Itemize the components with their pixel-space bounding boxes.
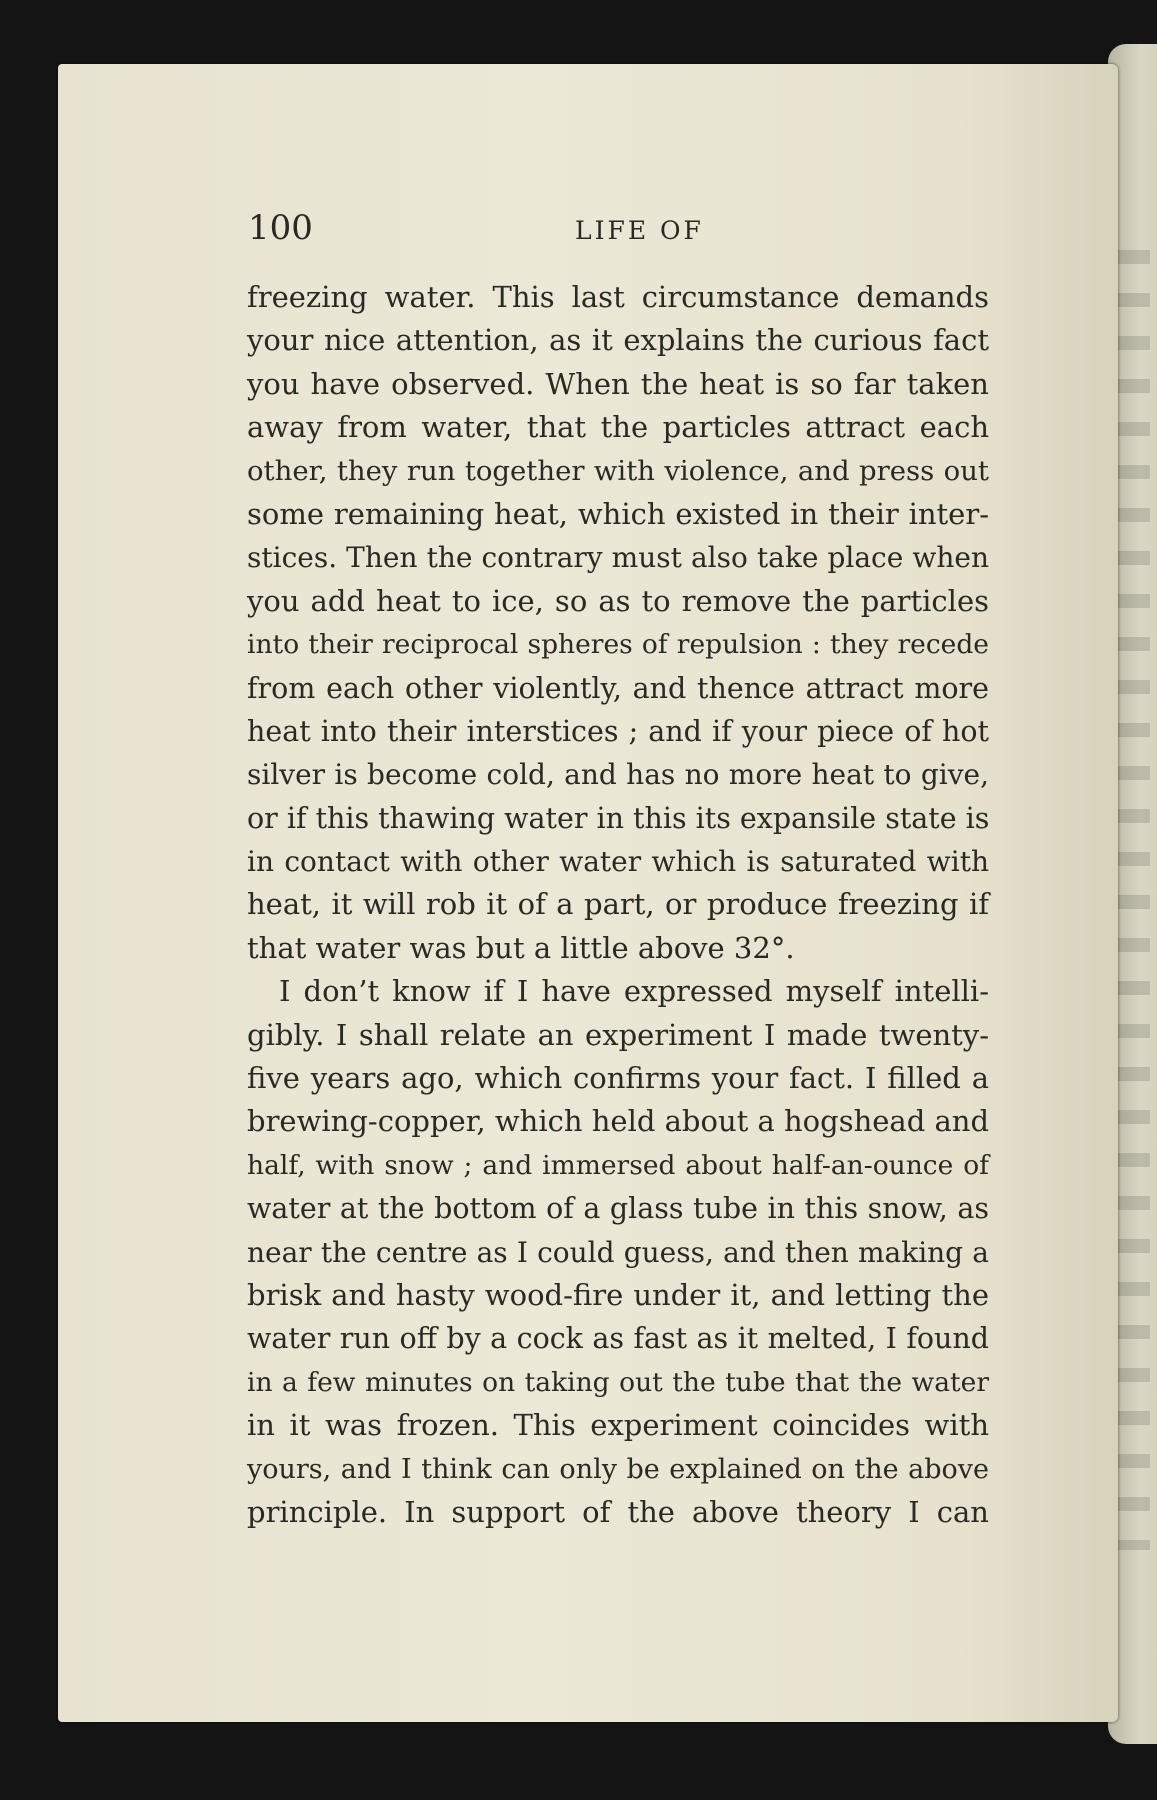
body-text	[247, 276, 989, 1534]
text-line: gibly. I shall relate an experiment I made twenty-	[247, 1017, 989, 1052]
text-line: half, with snow ; and immersed about half-an-ounce of	[247, 1149, 989, 1181]
text-line: principle. In support of the above theory I can	[247, 1494, 989, 1529]
text-line: heat, it will rob it of a part, or produce freezing if	[247, 887, 989, 922]
text-line: away from water, that the particles attract each	[247, 410, 989, 445]
text-line: yours, and I think can only be explained on the above	[247, 1453, 989, 1485]
running-head: LIFE OF	[575, 216, 704, 245]
text-line: freezing water. This last circumstance demands	[247, 280, 989, 314]
text-line: your nice attention, as it explains the curious fact	[247, 323, 989, 358]
text-line: brisk and hasty wood-fire under it, and letting the	[247, 1277, 989, 1312]
text-line: or if this thawing water in this its expansile state is	[247, 801, 990, 835]
text-line: that water was but a little above 32°.	[247, 930, 795, 965]
text-line: near the centre as I could guess, and then making a	[247, 1235, 989, 1269]
text-line: some remaining heat, which existed in their inter-	[247, 496, 989, 531]
text-line: brewing-copper, which held about a hogshead and	[247, 1104, 990, 1139]
book-page	[58, 64, 1118, 1722]
text-line: in a few minutes on taking out the tube that the water	[247, 1366, 989, 1398]
text-line: five years ago, which confirms your fact. I filled a	[247, 1061, 989, 1096]
next-page-bleed-text	[1116, 250, 1150, 1550]
text-line: heat into their interstices ; and if your piece of hot	[247, 714, 989, 748]
text-line: stices. Then the contrary must also take place when	[247, 541, 989, 575]
paragraph-2	[247, 970, 989, 1534]
text-line: you have observed. When the heat is so far taken	[247, 366, 989, 401]
text-line: water at the bottom of a glass tube in this snow, as	[247, 1192, 989, 1226]
text-line: in contact with other water which is saturated with	[247, 845, 989, 879]
page-header	[248, 204, 1048, 254]
text-line: silver is become cold, and has no more heat to give,	[247, 758, 989, 792]
text-line: water run off by a cock as fast as it melted, I found	[247, 1322, 989, 1356]
text-line: into their reciprocal spheres of repulsion : they recede	[247, 629, 989, 661]
text-line: from each other violently, and thence attract more	[247, 671, 989, 705]
text-line: in it was frozen. This experiment coincides with	[247, 1408, 989, 1443]
text-line: you add heat to ice, so as to remove the particles	[247, 583, 989, 618]
text-line: other, they run together with violence, and press out	[247, 454, 989, 487]
page-number: 100	[248, 208, 313, 248]
text-line: I don’t know if I have expressed myself intelli-	[279, 974, 989, 1009]
paragraph-1	[247, 276, 989, 970]
